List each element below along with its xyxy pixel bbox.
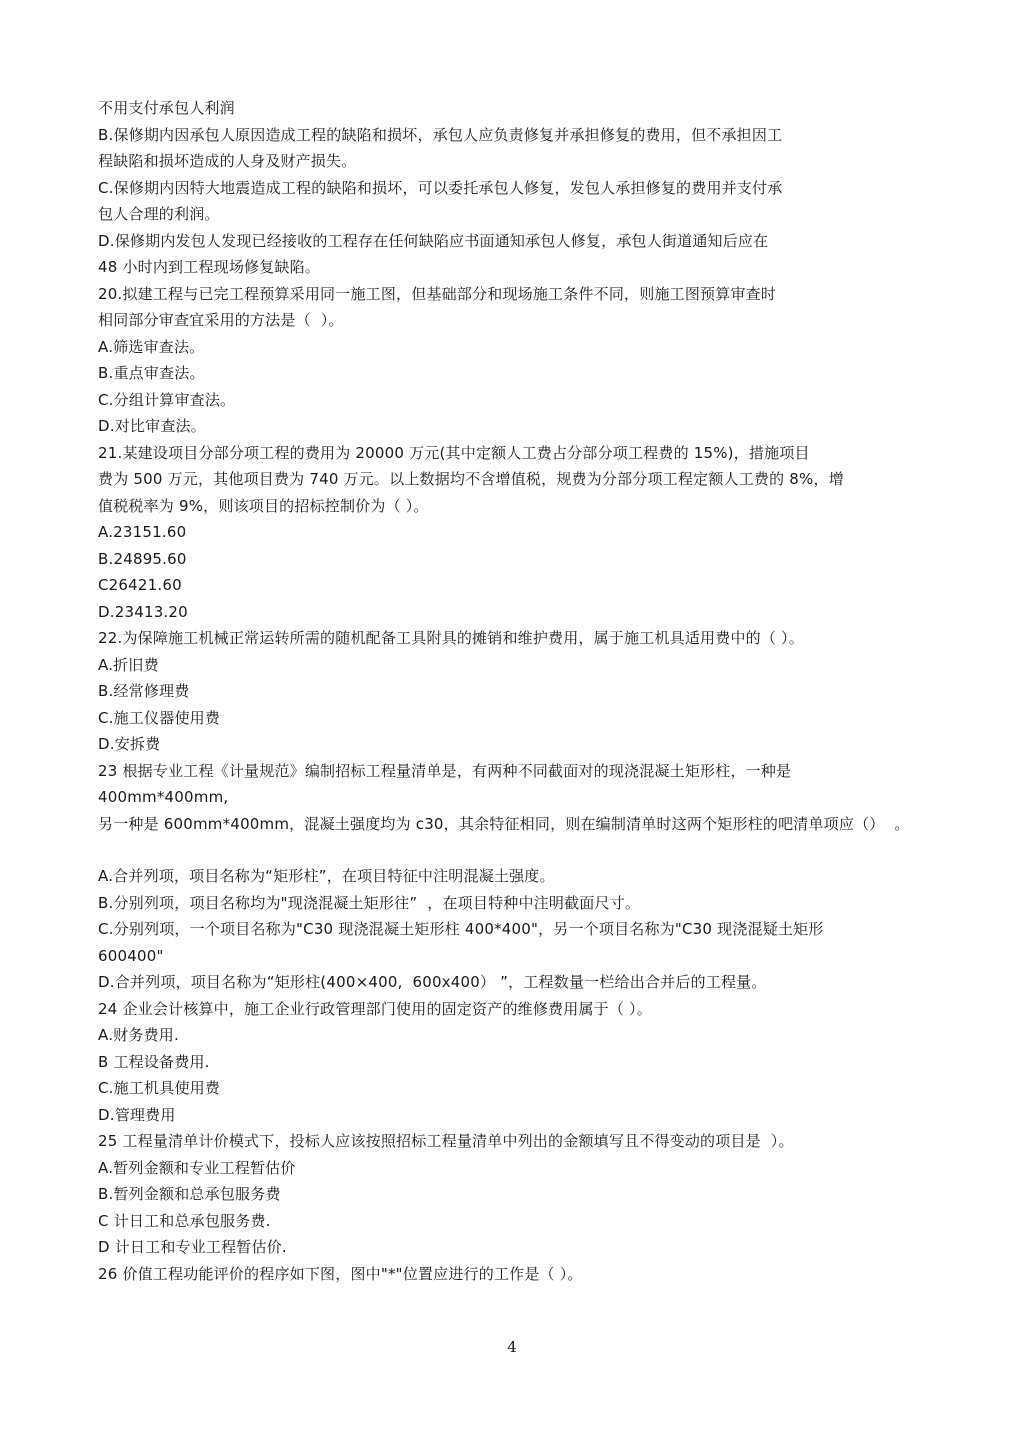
option-c-q22: C.施工仪器使用费 <box>98 708 221 727</box>
text-line: 费为 500 万元，其他项目费为 740 万元。以上数据均不含增值税，规费为分部分项工程定额人工费的 8%，增 <box>98 470 844 488</box>
document-body <box>98 95 948 1287</box>
text-line: 不用支付承包人利润 <box>98 99 235 117</box>
question-22: 22.为保障施工机械正常运转所需的随机配备工具附具的摊销和维护费用，属于施工机具适用费中的（ ）。 <box>98 629 804 647</box>
option-a-q21: A.23151.60 <box>98 523 187 541</box>
option-b-q22: B.经常修理费 <box>98 682 190 700</box>
option-b-q23: B.分别列项，项目名称均为"现浇混凝土矩形往” ，在项目特种中注明截面尺寸。 <box>98 893 641 912</box>
option-b-q24: B 工程设备费用. <box>98 1052 210 1071</box>
option-a-q24: A.财务费用. <box>98 1026 179 1044</box>
question-25: 25 工程量清单计价模式下，投标人应该按照招标工程量清单中列出的金额填写且不得变动的项目是 ）。 <box>98 1132 794 1150</box>
option-c-q24: C.施工机具使用费 <box>98 1079 221 1097</box>
option-c-q21: C26421.60 <box>98 576 182 594</box>
option-d-q22: D.安拆费 <box>98 735 161 753</box>
text-line: 值税税率为 9%，则该项目的招标控制价为（ ）。 <box>98 496 429 515</box>
option-b-q25: B.暂列金额和总承包服务费 <box>98 1185 281 1203</box>
option-c-q25: C 计日工和总承包服务费. <box>98 1211 271 1230</box>
text-line: 包人合理的利润。 <box>98 205 220 223</box>
option-c-q20: C.分组计算审查法。 <box>98 390 236 409</box>
option-a-q22: A.折旧费 <box>98 655 159 674</box>
question-23: 23 根据专业工程《计量规范》编制招标工程量清单是，有两种不同截面对的现浇混凝土矩形柱，一种是 <box>98 761 792 780</box>
option-d-q20: D.对比审查法。 <box>98 417 206 435</box>
option-b-q21: B.24895.60 <box>98 549 187 568</box>
text-line: 另一种是 600mm*400mm，混凝土强度均为 c30，其余特征相同，则在编制清单时这两个矩形柱的吧清单项应（） 。 <box>98 814 910 833</box>
blank-line <box>98 837 948 863</box>
option-d-q21: D.23413.20 <box>98 602 188 621</box>
option-c-q23: C.分别列项，一个项目名称为"C30 现浇混凝土矩形柱 400*400"，另一个项目名称为"C30 现浇混疑土矩形 <box>98 920 824 938</box>
option-c-q19: C.保修期内因特大地震造成工程的缺陷和损坏，可以委托承包人修复，发包人承担修复的费用并支付承 <box>98 178 783 197</box>
text-line: 600400" <box>98 946 164 965</box>
text-line: 程缺陷和损坏造成的人身及财产损失。 <box>98 152 357 170</box>
option-b-q19: B.保修期内因承包人原因造成工程的缺陷和损坏，承包人应负责修复并承担修复的费用，但不承担因工 <box>98 125 783 144</box>
page-number: 4 <box>507 1338 517 1356</box>
text-line: 400mm*400mm, <box>98 788 229 806</box>
option-b-q20: B.重点审查法。 <box>98 364 205 382</box>
text-line: 48 小时内到工程现场修复缺陷。 <box>98 258 321 276</box>
question-26: 26 价值工程功能评价的程序如下图，图中"*"位置应进行的工作是（ ）。 <box>98 1264 583 1283</box>
option-a-q23: A.合并列项，项目名称为“矩形柱”，在项目特征中注明混凝土强度。 <box>98 867 555 885</box>
option-a-q20: A.筛选审查法。 <box>98 337 205 356</box>
option-d-q25: D 计日工和专业工程暂估价. <box>98 1238 287 1256</box>
option-d-q19: D.保修期内发包人发现已经接收的工程存在任何缺陷应书面通知承包人修复，承包人街道通知后应在 <box>98 231 769 250</box>
question-21: 21.某建设项目分部分项工程的费用为 20000 万元(其中定额人工费占分部分项工程费的 15%)，措施项目 <box>98 443 810 462</box>
text-line: 相同部分审查宜采用的方法是（ ）。 <box>98 311 344 329</box>
question-24: 24 企业会计核算中，施工企业行政管理部门使用的固定资产的维修费用属于（ ）。 <box>98 999 652 1018</box>
option-d-q24: D.管理费用 <box>98 1105 176 1124</box>
option-a-q25: A.暂列金额和专业工程暂估价 <box>98 1158 296 1177</box>
question-20: 20.拟建工程与已完工程预算采用同一施工图，但基础部分和现场施工条件不同，则施工图预算审查时 <box>98 284 777 303</box>
option-d-q23: D.合并列项，项目名称为“矩形柱(400×400, 600x400） ”，工程数量一栏给出合并后的工程量。 <box>98 973 767 991</box>
